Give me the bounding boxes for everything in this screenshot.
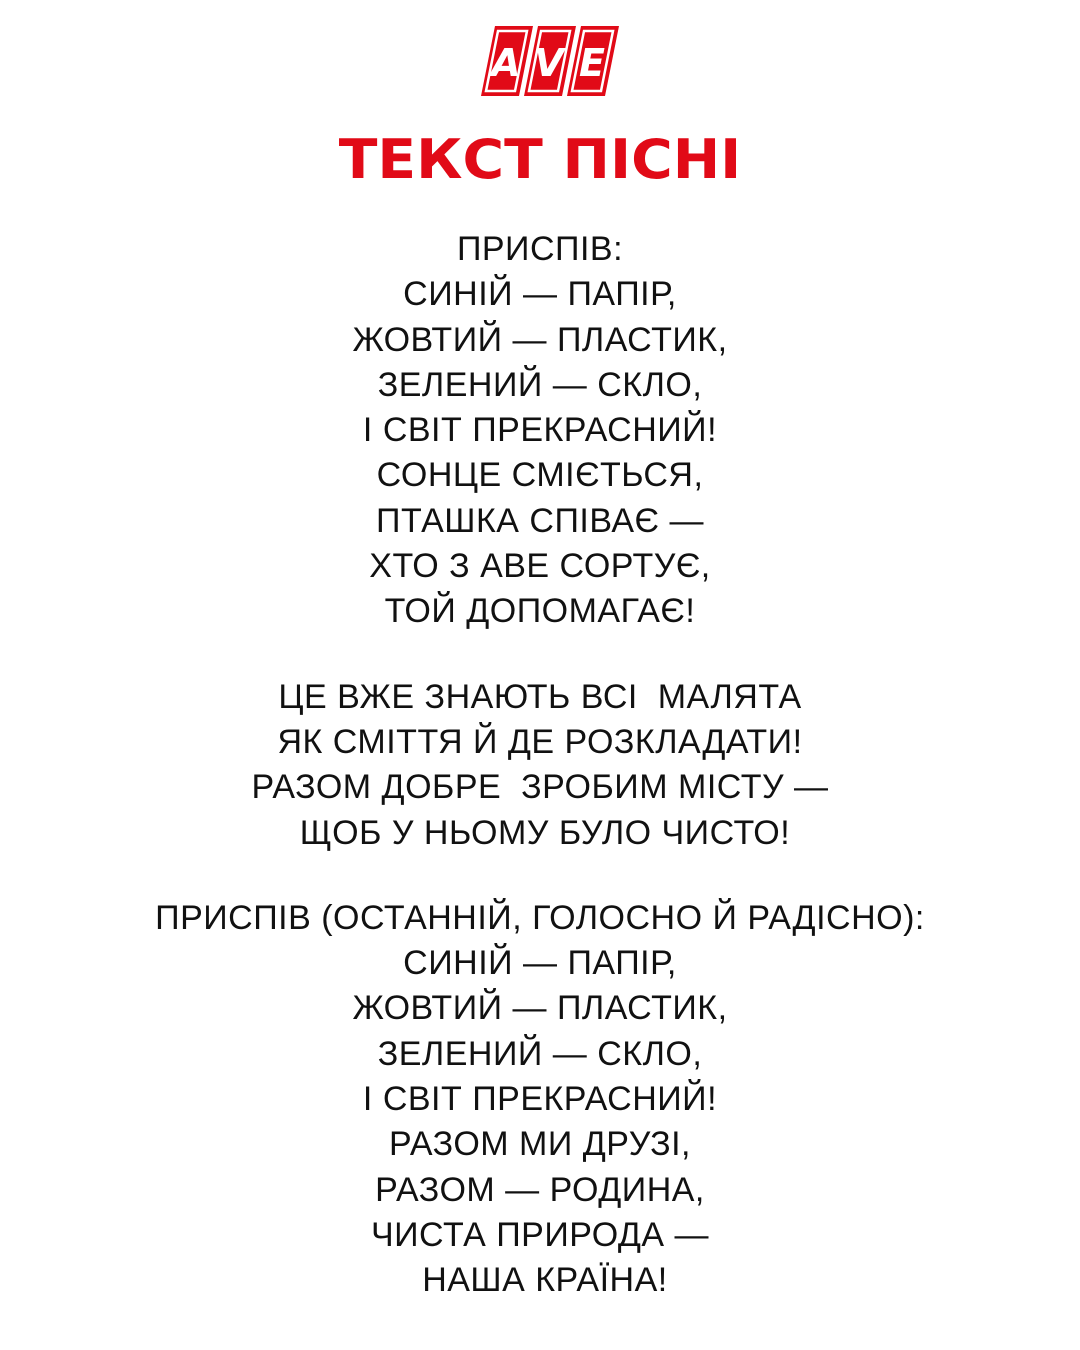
logo-letter-e: E: [579, 41, 605, 85]
lyric-line: СОНЦЕ СМІЄТЬСЯ,: [376, 456, 704, 495]
lyric-line: ЩОБ У НЬОМУ БУЛО ЧИСТО!: [289, 813, 791, 852]
lyric-line: ЧИСТА ПРИРОДА —: [370, 1215, 710, 1254]
ave-logo-mark: [481, 26, 619, 96]
logo-letter-a: A: [491, 41, 521, 85]
lyric-line: І СВІТ ПРЕКРАСНИЙ!: [362, 411, 718, 450]
stanza-verse: [0, 675, 1080, 856]
lyric-line: ЦЕ ВЖЕ ЗНАЮТЬ ВСІ МАЛЯТА: [278, 677, 802, 716]
lyric-line: РАЗОМ МИ ДРУЗІ,: [388, 1125, 691, 1164]
lyric-line: ЗЕЛЕНИЙ — СКЛО,: [377, 365, 703, 404]
stanza-chorus: [0, 227, 1080, 635]
lyrics: [0, 227, 1080, 1304]
lyric-line: ЖОВТИЙ — ПЛАСТИК,: [352, 989, 728, 1028]
lyric-line: ЖОВТИЙ — ПЛАСТИК,: [352, 320, 728, 359]
lyric-line: ЯК СМІТТЯ Й ДЕ РОЗКЛАДАТИ!: [277, 722, 803, 761]
lyric-line: ПТАШКА СПІВАЄ —: [376, 501, 704, 540]
lyric-line: РАЗОМ ДОБРЕ ЗРОБИМ МІСТУ —: [251, 768, 829, 807]
lyric-line: ТОЙ ДОПОМАГАЄ!: [384, 592, 696, 631]
lyric-line: ЗЕЛЕНИЙ — СКЛО,: [377, 1034, 703, 1073]
stanza-final-chorus: [0, 896, 1080, 1304]
lyric-line: І СВІТ ПРЕКРАСНИЙ!: [362, 1080, 718, 1119]
lyric-line: ПРИСПІВ (ОСТАННІЙ, ГОЛОСНО Й РАДІСНО):: [155, 898, 925, 937]
lyric-line: ПРИСПІВ:: [456, 230, 624, 268]
lyric-line: СИНІЙ — ПАПІР,: [403, 944, 677, 983]
lyric-line: РАЗОМ — РОДИНА,: [375, 1170, 705, 1209]
page-title: ТЕКСТ ПІСНІ: [338, 128, 742, 191]
lyric-line: НАША КРАЇНА!: [412, 1261, 668, 1300]
lyric-line: ХТО З АВЕ СОРТУЄ,: [369, 547, 711, 586]
lyric-line: СИНІЙ — ПАПІР,: [403, 275, 677, 314]
logo-letter-v: V: [534, 41, 564, 85]
ave-logo: [481, 26, 619, 96]
